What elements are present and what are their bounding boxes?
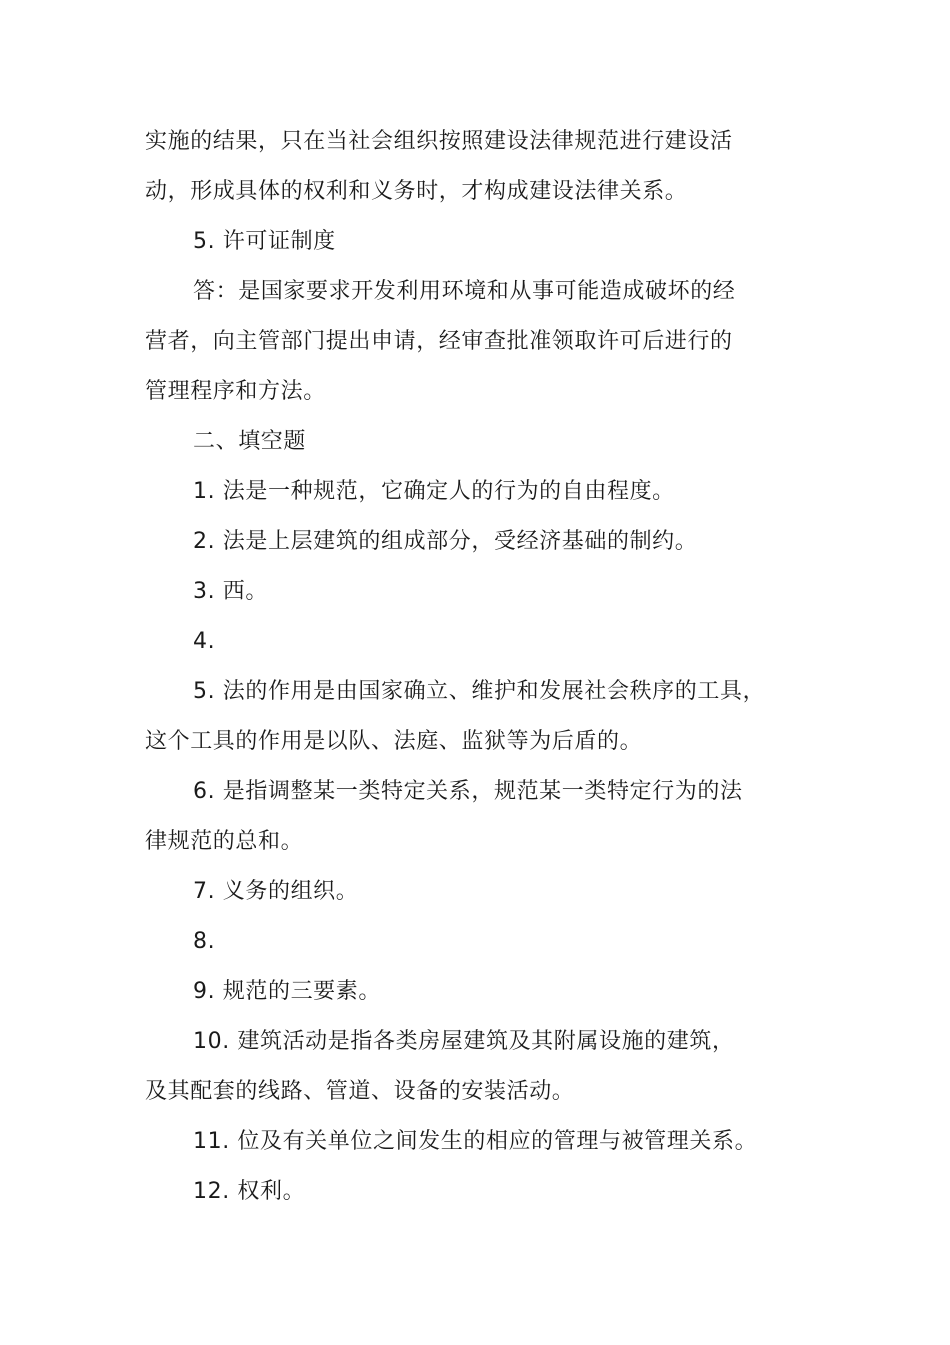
text-line: 这个工具的作用是以队、法庭、监狱等为后盾的。 (145, 729, 643, 754)
section-heading: 5. 许可证制度 (193, 229, 336, 254)
list-item: 4. (193, 629, 216, 654)
list-item: 8. (193, 929, 216, 954)
text-line: 答：是国家要求开发利用环境和从事可能造成破坏的经 (193, 279, 736, 304)
list-item: 7. 义务的组织。 (193, 879, 359, 904)
text-line: 动，形成具体的权利和义务时，才构成建设法律关系。 (145, 179, 688, 204)
list-item: 10. 建筑活动是指各类房屋建筑及其附属设施的建筑， (193, 1029, 735, 1054)
list-item: 3. 西。 (193, 579, 268, 604)
text-line: 营者，向主管部门提出申请，经审查批准领取许可后进行的 (145, 329, 733, 354)
text-line: 律规范的总和。 (145, 829, 304, 854)
list-item: 12. 权利。 (193, 1179, 306, 1204)
text-line: 管理程序和方法。 (145, 379, 326, 404)
list-item: 1. 法是一种规范，它确定人的行为的自由程度。 (193, 479, 675, 504)
text-line: 及其配套的线路、管道、设备的安装活动。 (145, 1079, 575, 1104)
list-item: 5. 法的作用是由国家确立、维护和发展社会秩序的工具， (193, 679, 766, 704)
list-item: 11. 位及有关单位之间发生的相应的管理与被管理关系。 (193, 1129, 758, 1154)
list-item: 6. 是指调整某一类特定关系，规范某一类特定行为的法 (193, 779, 743, 804)
section-heading: 二、填空题 (193, 429, 307, 454)
list-item: 9. 规范的三要素。 (193, 979, 381, 1004)
list-item: 2. 法是上层建筑的组成部分，受经济基础的制约。 (193, 529, 698, 554)
text-line: 实施的结果，只在当社会组织按照建设法律规范进行建设活 (145, 129, 733, 154)
